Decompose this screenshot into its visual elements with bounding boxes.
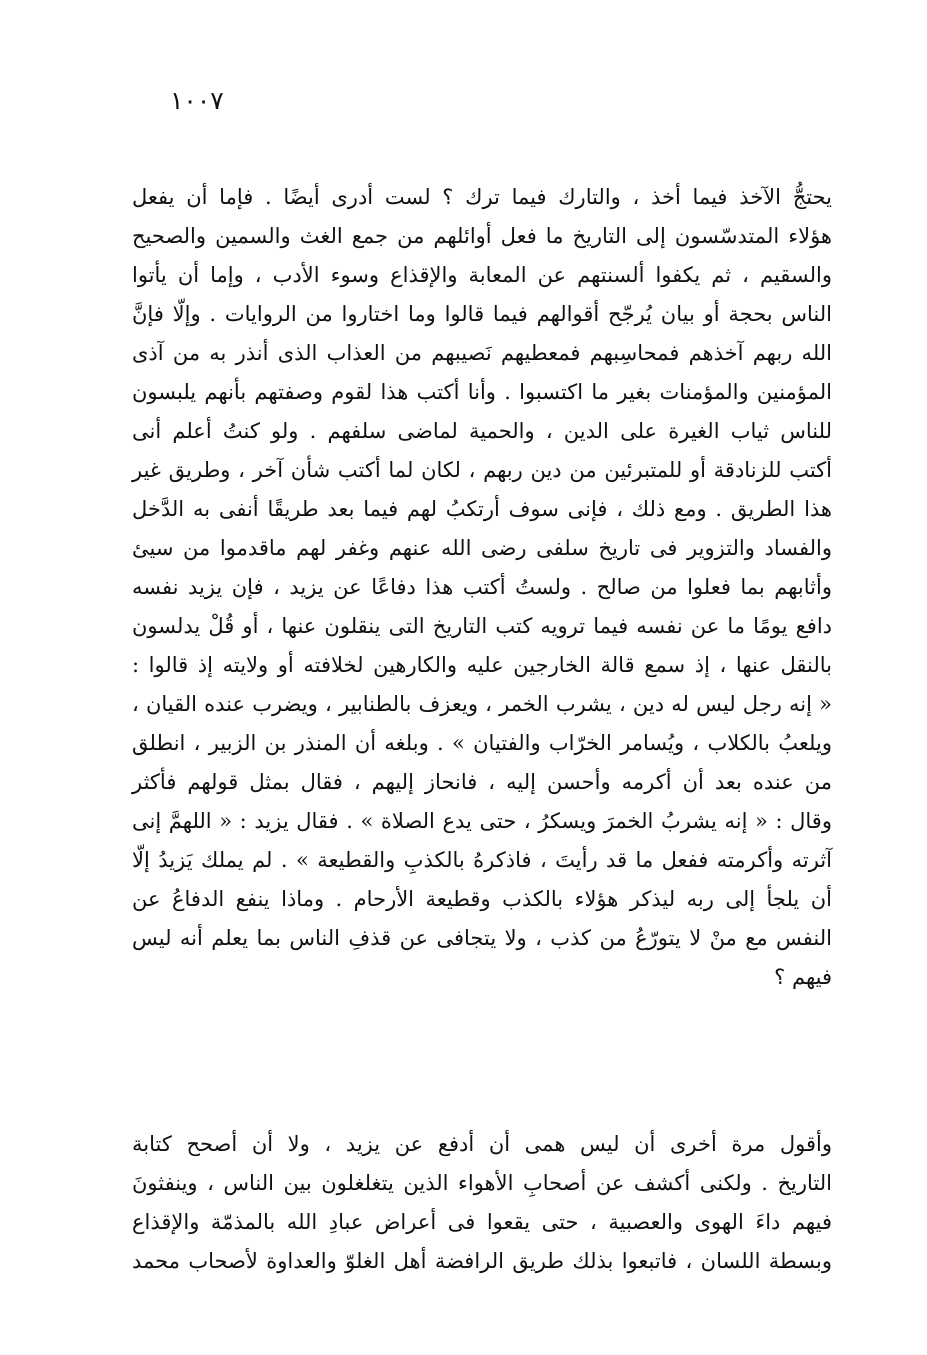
- text-line: التاريخ . ولكنى أكشف عن أصحابِ الأهواء الذين يتغلغلون بين الناس ، وينفثونَ: [132, 1171, 832, 1195]
- text-line: هؤلاء المتدسّسون إلى التاريخ ما فعل أوائلهم من جمع الغث والسمين والصحيح: [132, 224, 832, 248]
- text-line: فيهم داءَ الهوى والعصبية ، حتى يقعوا فى أعراض عبادِ الله بالمذمّة والإقذاع: [132, 1210, 832, 1234]
- text-line: أن يلجأ إلى ربه ليذكر هؤلاء بالكذب وقطيعة الأرحام . وماذا ينفع الدفاعُ عن: [132, 887, 832, 911]
- paragraph-1: [132, 178, 832, 997]
- text-line: من عنده بعد أن أكرمه وأحسن إليه ، فانحاز إليهم ، فقال بمثل قولهم فأكثر: [132, 770, 832, 794]
- text-line: ويلعبُ بالكلاب ، ويُسامر الخرّاب والفتيان » . وبلغه أن المنذر بن الزبير ، انطلق: [132, 731, 832, 755]
- text-line: وأقول مرة أخرى أن ليس همى أن أدفع عن يزيد ، ولا أن أصحح كتابة: [132, 1132, 832, 1156]
- text-line: « إنه رجل ليس له دين ، يشرب الخمر ، ويعزف بالطنابير ، ويضرب عنده القيان ،: [132, 692, 832, 716]
- text-line: النفس مع منْ لا يتورّعُ من كذب ، ولا يتجافى عن قذفِ الناس بما يعلم أنه ليس: [132, 926, 832, 950]
- page-number: ١٠٠٧: [170, 86, 224, 115]
- text-line: آثرته وأكرمته ففعل ما قد رأيتَ ، فاذكرهُ بالكذبِ والقطيعة » . لم يملك يَزيدُ إلّا: [132, 848, 832, 872]
- text-line: بالنقل عنها ، إذ سمع قالة الخارجين عليه والكارهين لخلافته أو ولايته إذ قالوا :: [132, 653, 832, 677]
- text-line: دافع يومًا ما عن نفسه فيما ترويه كتب التاريخ التى ينقلون عنها ، أو قُلْ يدلسون: [132, 614, 832, 638]
- text-line: أكتب للزنادقة أو للمتبرئين من دين ربهم ، لكان لما أكتب شأن آخر ، وطريق غير: [132, 458, 832, 482]
- text-line: فيهم ؟: [774, 965, 832, 989]
- text-line: وبسطة اللسان ، فاتبعوا بذلك طريق الرافضة أهل الغلوّ والعداوة لأصحاب محمد: [132, 1249, 832, 1273]
- text-line: للناس ثياب الغيرة على الدين ، والحمية لماضى سلفهم . ولو كنتُ أعلم أنى: [132, 419, 832, 443]
- text-line: الله ربهم آخذهم فمحاسِبهم فمعطيهم نَصيبهم من العذاب الذى أنذر به من آذى: [132, 341, 832, 365]
- paragraph-2: [132, 1125, 832, 1281]
- text-line: هذا الطريق . ومع ذلك ، فإنى سوف أرتكبُ لهم فيما بعد طريقًا أنفى به الدَّخل: [132, 497, 832, 521]
- text-line: والسقيم ، ثم يكفوا ألسنتهم عن المعابة والإقذاع وسوء الأدب ، وإما أن يأتوا: [132, 263, 832, 287]
- text-line: وأثابهم بما فعلوا من صالح . ولستُ أكتب هذا دفاعًا عن يزيد ، فإن يزيد نفسه: [132, 575, 832, 599]
- text-line: وقال : « إنه يشربُ الخمرَ ويسكرُ ، حتى يدع الصلاة » . فقال يزيد : « اللهمَّ إنى: [132, 809, 832, 833]
- text-line: الناس بحجة أو بيان يُرجّح أقوالهم فيما قالوا وما اختاروا من الروايات . وإلّا فإنَّ: [132, 302, 832, 326]
- text-line: المؤمنين والمؤمنات بغير ما اكتسبوا . وأنا أكتب هذا لقوم وصفتهم بأنهم يلبسون: [132, 380, 832, 404]
- text-line: والفساد والتزوير فى تاريخ سلفى رضى الله عنهم وغفر لهم ماقدموا من سيئ: [132, 536, 832, 560]
- text-line: يحتجُّ الآخذ فيما أخذ ، والتارك فيما ترك ؟ لست أدرى أيضًا . فإما أن يفعل: [132, 185, 832, 209]
